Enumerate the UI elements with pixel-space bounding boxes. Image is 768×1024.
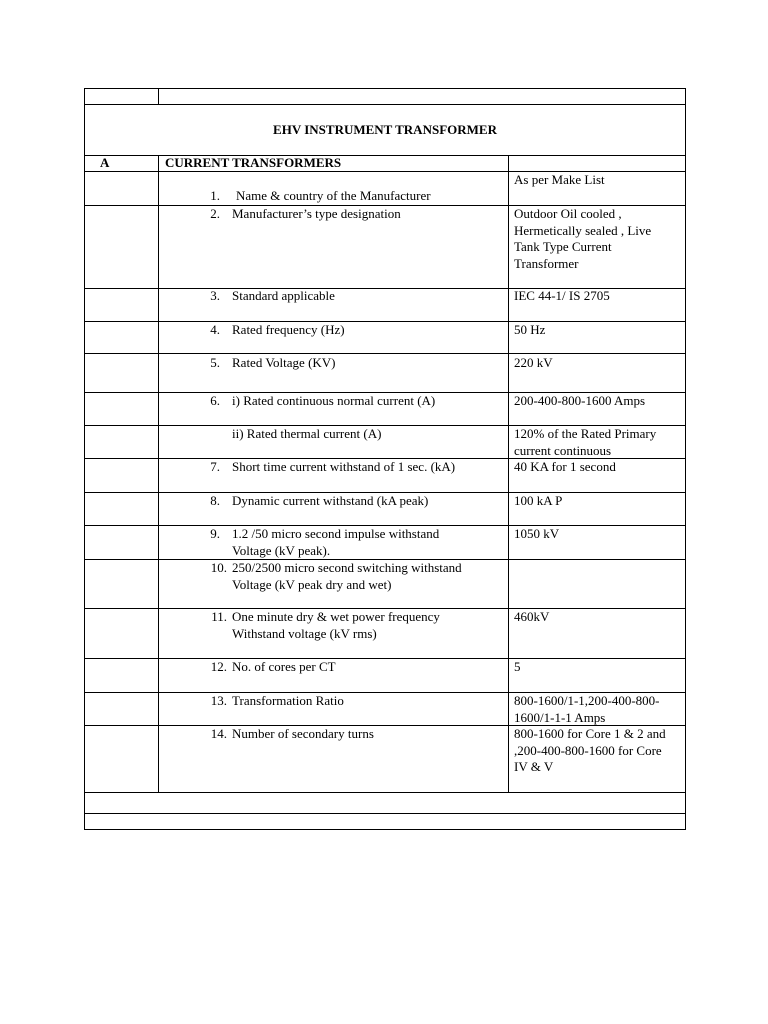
item-label: Dynamic current withstand (kA peak) (232, 493, 429, 508)
item-number: 9. (210, 526, 220, 541)
table-rule (84, 813, 686, 814)
section-heading: CURRENT TRANSFORMERS (165, 155, 342, 170)
item-label: 1.2 /50 micro second impulse withstand Voltage (kV peak). (232, 526, 440, 558)
item-label: Short time current withstand of 1 sec. (kA) (232, 459, 456, 474)
table-rule (84, 353, 686, 354)
item-number: 6. (210, 393, 220, 408)
item-value: 120% of the Rated Primary current continuous (514, 426, 657, 458)
item-number: 11. (211, 609, 227, 624)
item-number: 1. (210, 188, 220, 203)
table-rule (508, 155, 509, 793)
table-rule (84, 321, 686, 322)
item-label: Transformation Ratio (232, 693, 344, 708)
item-label: i) Rated continuous normal current (A) (232, 393, 436, 408)
item-label: Name & country of the Manufacturer (236, 188, 431, 203)
item-number: 2. (210, 206, 220, 221)
item-label: Manufacturer’s type designation (232, 206, 401, 221)
table-rule (84, 88, 85, 830)
item-value: 50 Hz (514, 322, 546, 337)
item-value: 220 kV (514, 355, 553, 370)
item-number: 10. (210, 560, 227, 575)
table-rule (685, 88, 686, 830)
item-value: 1050 kV (514, 526, 560, 541)
table-rule (84, 104, 686, 105)
item-value: 5 (514, 659, 521, 674)
table-rule (84, 829, 686, 830)
item-number: 13. (210, 693, 227, 708)
item-value: IEC 44-1/ IS 2705 (514, 288, 610, 303)
item-value: 200-400-800-1600 Amps (514, 393, 646, 408)
item-number: 7. (210, 459, 220, 474)
item-label: Rated frequency (Hz) (232, 322, 345, 337)
item-number: 5. (210, 355, 220, 370)
item-number: 14. (210, 726, 227, 741)
table-rule (84, 792, 686, 793)
item-number: 12. (210, 659, 227, 674)
item-label: Rated Voltage (KV) (232, 355, 336, 370)
item-value: 100 kA P (514, 493, 563, 508)
item-label: ii) Rated thermal current (A) (232, 426, 382, 441)
item-value: 40 KA for 1 second (514, 459, 616, 474)
item-value: As per Make List (514, 172, 605, 187)
item-value: Outdoor Oil cooled , Hermetically sealed , Live Tank Type Current Transformer (514, 206, 652, 271)
item-value: 800-1600/1-1,200-400-800- 1600/1-1-1 Amps (514, 693, 660, 725)
table-rule (158, 155, 159, 793)
item-value: 460kV (514, 609, 550, 624)
section-letter: A (100, 155, 110, 170)
item-label: Number of secondary turns (232, 726, 374, 741)
item-label: No. of cores per CT (232, 659, 336, 674)
table-rule (84, 658, 686, 659)
item-label: One minute dry & wet power frequency Withstand voltage (kV rms) (232, 609, 440, 641)
item-label: 250/2500 micro second switching withstand Voltage (kV peak dry and wet) (232, 560, 462, 592)
item-number: 4. (210, 322, 220, 337)
item-number: 8. (210, 493, 220, 508)
table-rule (158, 88, 159, 105)
item-value: 800-1600 for Core 1 & 2 and ,200-400-800-1600 for Core IV & V (514, 726, 666, 774)
item-number: 3. (210, 288, 220, 303)
item-label: Standard applicable (232, 288, 335, 303)
document-title: EHV INSTRUMENT TRANSFORMER (273, 122, 497, 137)
table-rule (84, 88, 686, 89)
